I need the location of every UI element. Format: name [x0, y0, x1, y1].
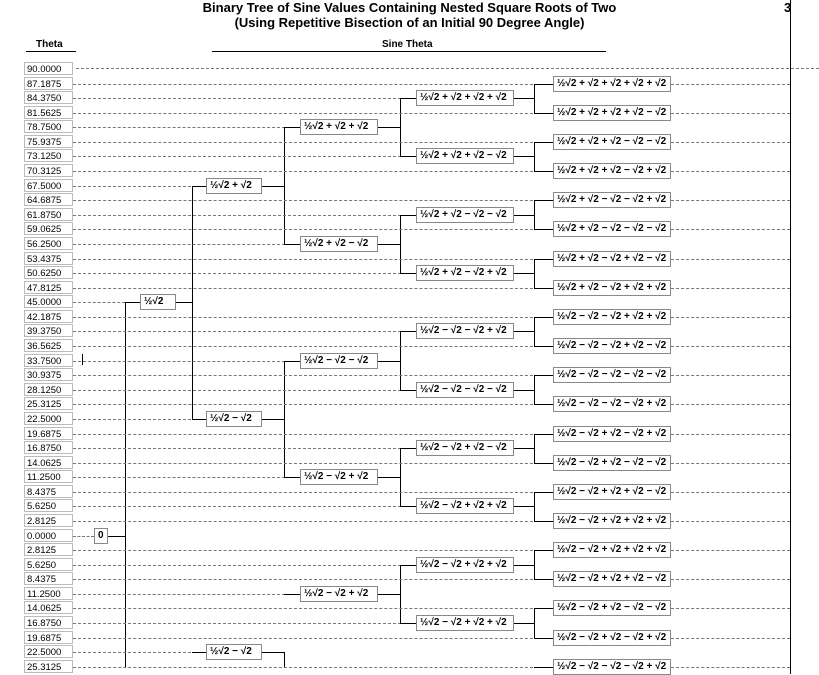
tree-leader [671, 579, 790, 580]
tree-branch [534, 84, 553, 85]
level5-node: ½√2 + √2 − √2 − √2 − √2 [553, 221, 671, 237]
tree-leader [73, 127, 300, 128]
tree-leader [73, 608, 553, 609]
theta-cell: 70.3125 [24, 164, 73, 177]
tree-leader [73, 273, 416, 274]
tree-branch [400, 331, 416, 332]
tree-leader [73, 594, 300, 595]
tree-branch [378, 127, 400, 128]
tree-branch [378, 477, 400, 478]
theta-cell: 16.8750 [24, 616, 73, 629]
level3-node: ½√2 − √2 − √2 [300, 353, 378, 369]
tree-leader [73, 550, 553, 551]
level1-node: ½√2 [140, 294, 176, 310]
tree-branch [534, 288, 553, 289]
tree-leader [73, 492, 553, 493]
level5-node: ½√2 − √2 + √2 + √2 − √2 [553, 484, 671, 500]
tree-branch [514, 565, 534, 566]
tree-branch [400, 565, 416, 566]
theta-cell: 33.7500 [24, 354, 73, 367]
level3-node: ½√2 + √2 + √2 [300, 119, 378, 135]
theta-cell: 81.5625 [24, 106, 73, 119]
root-node: 0 [94, 528, 108, 544]
theta-cell: 59.0625 [24, 222, 73, 235]
tree-leader [73, 375, 553, 376]
tree-leader [73, 652, 206, 653]
tree-leader [73, 200, 553, 201]
level4-node: ½√2 − √2 − √2 − √2 [416, 382, 514, 398]
tree-leader [73, 506, 416, 507]
tree-branch [176, 302, 192, 303]
tree-branch [534, 667, 553, 668]
tree-leader [73, 404, 553, 405]
theta-cell: 84.3750 [24, 91, 73, 104]
tree-branch [378, 594, 400, 595]
title-line-1: Binary Tree of Sine Values Containing Nested Square Roots of Two [202, 0, 617, 15]
theta-cell: 50.6250 [24, 266, 73, 279]
tree-branch [108, 536, 125, 537]
level4-node: ½√2 − √2 + √2 − √2 [416, 440, 514, 456]
tree-leader [73, 331, 416, 332]
tree-branch [534, 317, 535, 346]
page-top-dashed-rule [76, 68, 819, 69]
theta-cell: 16.8750 [24, 441, 73, 454]
sine-theta-header: Sine Theta [382, 39, 433, 50]
theta-cell: 19.6875 [24, 631, 73, 644]
tree-branch [192, 419, 206, 420]
level5-node: ½√2 + √2 + √2 + √2 − √2 [553, 105, 671, 121]
theta-cell: 56.2500 [24, 237, 73, 250]
tree-branch [514, 156, 534, 157]
tree-leader [73, 113, 553, 114]
tree-branch [400, 390, 416, 391]
level5-node: ½√2 − √2 − √2 − √2 + √2 [553, 659, 671, 675]
tree-leader [671, 492, 790, 493]
tree-leader [73, 98, 416, 99]
tree-branch [534, 200, 535, 229]
level4-node: ½√2 + √2 − √2 − √2 [416, 207, 514, 223]
theta-cell: 0.0000 [24, 529, 73, 542]
tree-branch [400, 565, 401, 623]
tree-leader [73, 463, 553, 464]
level5-node: ½√2 − √2 − √2 + √2 − √2 [553, 338, 671, 354]
theta-cell: 39.3750 [24, 324, 73, 337]
theta-cell: 30.9375 [24, 368, 73, 381]
tree-branch [125, 302, 140, 303]
tree-branch [284, 361, 285, 478]
level4-node: ½√2 − √2 − √2 + √2 [416, 323, 514, 339]
level4-node: ½√2 + √2 + √2 − √2 [416, 148, 514, 164]
tree-branch [534, 434, 535, 463]
tree-branch [400, 448, 401, 506]
tree-leader [73, 186, 206, 187]
level5-node: ½√2 − √2 + √2 + √2 + √2 [553, 542, 671, 558]
tree-branch [192, 186, 206, 187]
tree-branch [514, 506, 534, 507]
theta-cell: 8.4375 [24, 572, 73, 585]
tree-branch [534, 550, 535, 579]
tree-leader [73, 521, 553, 522]
theta-header-underline [26, 51, 76, 52]
tree-leader [671, 434, 790, 435]
tree-branch [534, 492, 553, 493]
level3-node: ½√2 + √2 − √2 [300, 236, 378, 252]
page-number: 3 [784, 0, 792, 15]
tree-leader [671, 375, 790, 376]
tree-branch [534, 346, 553, 347]
title-line-2: (Using Repetitive Bisection of an Initial 90 Degree Angle) [234, 15, 585, 30]
level5-node: ½√2 − √2 − √2 − √2 − √2 [553, 367, 671, 383]
tree-branch [400, 331, 401, 389]
tree-branch [262, 652, 284, 653]
level5-node: ½√2 − √2 − √2 − √2 + √2 [553, 396, 671, 412]
theta-cell: 36.5625 [24, 339, 73, 352]
theta-cell: 25.3125 [24, 660, 73, 673]
level5-node: ½√2 + √2 + √2 − √2 − √2 [553, 134, 671, 150]
tree-branch [400, 156, 416, 157]
tree-leader [671, 317, 790, 318]
tree-branch [514, 331, 534, 332]
tree-branch [534, 608, 535, 637]
tree-branch [534, 142, 535, 171]
theta-cell: 8.4375 [24, 485, 73, 498]
level5-node: ½√2 + √2 − √2 − √2 + √2 [553, 192, 671, 208]
theta-cell: 22.5000 [24, 645, 73, 658]
tree-leader [73, 259, 553, 260]
level5-node: ½√2 + √2 + √2 − √2 + √2 [553, 163, 671, 179]
theta-cell: 5.6250 [24, 499, 73, 512]
theta-cell: 2.8125 [24, 543, 73, 556]
tree-branch [400, 98, 401, 156]
tree-branch [284, 594, 300, 595]
tree-branch [534, 492, 535, 521]
tree-leader [73, 288, 553, 289]
level2-node: ½√2 − √2 [206, 411, 262, 427]
tree-branch [514, 98, 534, 99]
level4-node: ½√2 + √2 − √2 + √2 [416, 265, 514, 281]
tree-leader [73, 156, 416, 157]
tree-branch [400, 506, 416, 507]
tree-leader [73, 390, 416, 391]
tree-leader [73, 346, 553, 347]
theta-cell: 42.1875 [24, 310, 73, 323]
theta-cell: 90.0000 [24, 62, 73, 75]
tree-leader [671, 142, 790, 143]
tree-branch [534, 84, 535, 113]
level5-node: ½√2 − √2 + √2 + √2 + √2 [553, 513, 671, 529]
tree-branch [534, 317, 553, 318]
level5-node: ½√2 − √2 + √2 − √2 + √2 [553, 630, 671, 646]
tree-leader [671, 463, 790, 464]
tree-leader [73, 419, 206, 420]
theta-cell: 64.6875 [24, 193, 73, 206]
level5-node: ½√2 + √2 − √2 + √2 − √2 [553, 251, 671, 267]
theta-cell: 61.8750 [24, 208, 73, 221]
tree-branch [534, 171, 553, 172]
tree-branch [400, 273, 416, 274]
theta-cell: 73.1250 [24, 149, 73, 162]
tree-branch [534, 579, 553, 580]
tree-branch [400, 623, 416, 624]
tree-branch [284, 361, 300, 362]
tree-leader [73, 477, 300, 478]
theta-cell: 14.0625 [24, 601, 73, 614]
theta-cell: 11.2500 [24, 587, 73, 600]
tree-branch [514, 215, 534, 216]
tree-branch [534, 434, 553, 435]
tree-leader [73, 623, 416, 624]
tree-branch [534, 550, 553, 551]
tree-leader [671, 667, 790, 668]
theta-cell: 19.6875 [24, 427, 73, 440]
level5-node: ½√2 − √2 + √2 + √2 − √2 [553, 571, 671, 587]
tree-branch [534, 521, 553, 522]
tree-leader [671, 171, 790, 172]
level5-node: ½√2 − √2 + √2 − √2 + √2 [553, 426, 671, 442]
tree-leader [671, 404, 790, 405]
tree-leader [73, 536, 94, 537]
tree-leader [73, 361, 300, 362]
tree-branch [400, 448, 416, 449]
tree-branch [534, 200, 553, 201]
level5-node: ½√2 − √2 + √2 − √2 − √2 [553, 455, 671, 471]
tree-leader [73, 667, 553, 668]
theta-cell: 53.4375 [24, 252, 73, 265]
tree-branch [378, 244, 400, 245]
tree-branch [262, 186, 284, 187]
theta-cell: 28.1250 [24, 383, 73, 396]
tree-leader [73, 142, 553, 143]
tree-leader [671, 113, 790, 114]
theta-cell: 25.3125 [24, 397, 73, 410]
tree-leader [671, 288, 790, 289]
tree-leader [671, 346, 790, 347]
tree-branch [514, 390, 534, 391]
level3-node: ½√2 − √2 + √2 [300, 469, 378, 485]
level5-node: ½√2 − √2 − √2 + √2 + √2 [553, 309, 671, 325]
tree-leader [671, 521, 790, 522]
level5-node: ½√2 + √2 + √2 + √2 + √2 [553, 76, 671, 92]
tree-branch [534, 638, 553, 639]
tree-leader [73, 84, 553, 85]
level2-node: ½√2 + √2 [206, 178, 262, 194]
level4-node: ½√2 − √2 + √2 + √2 [416, 498, 514, 514]
tree-branch [534, 113, 553, 114]
tree-branch [534, 142, 553, 143]
tree-branch [125, 302, 126, 667]
tree-leader [73, 638, 553, 639]
tree-branch [534, 375, 535, 404]
tree-leader [73, 171, 553, 172]
tree-leader [671, 608, 790, 609]
tree-leader [73, 215, 416, 216]
tree-branch [534, 259, 553, 260]
level4-node: ½√2 + √2 + √2 + √2 [416, 90, 514, 106]
tree-branch [514, 448, 534, 449]
level2-node: ½√2 − √2 [206, 644, 262, 660]
theta-cell: 78.7500 [24, 120, 73, 133]
text-cursor [82, 354, 83, 365]
tree-leader [671, 550, 790, 551]
tree-leader [671, 200, 790, 201]
theta-cell: 14.0625 [24, 456, 73, 469]
tree-branch [514, 623, 534, 624]
tree-leader [73, 565, 416, 566]
tree-branch [262, 419, 284, 420]
tree-leader [671, 84, 790, 85]
tree-branch [534, 463, 553, 464]
tree-leader [73, 229, 553, 230]
tree-branch [284, 127, 300, 128]
tree-leader [73, 244, 300, 245]
tree-branch [192, 652, 206, 653]
tree-branch [400, 98, 416, 99]
tree-branch [284, 127, 285, 244]
theta-cell: 47.8125 [24, 281, 73, 294]
tree-leader [671, 229, 790, 230]
tree-branch [534, 229, 553, 230]
tree-branch [284, 477, 300, 478]
tree-branch [192, 186, 193, 419]
theta-cell: 75.9375 [24, 135, 73, 148]
theta-cell: 22.5000 [24, 412, 73, 425]
page-right-border [790, 0, 791, 674]
tree-leader [671, 638, 790, 639]
tree-leader [73, 317, 553, 318]
level4-node: ½√2 − √2 + √2 + √2 [416, 615, 514, 631]
tree-leader [73, 579, 553, 580]
tree-leader [73, 448, 416, 449]
tree-branch [378, 361, 400, 362]
level4-node: ½√2 − √2 + √2 + √2 [416, 557, 514, 573]
theta-cell: 11.2500 [24, 470, 73, 483]
theta-cell: 2.8125 [24, 514, 73, 527]
theta-cell: 5.6250 [24, 558, 73, 571]
tree-leader [73, 434, 553, 435]
theta-cell: 45.0000 [24, 295, 73, 308]
theta-header: Theta [36, 39, 63, 50]
theta-cell: 87.1875 [24, 77, 73, 90]
tree-branch [400, 215, 416, 216]
tree-branch [284, 244, 300, 245]
level5-node: ½√2 − √2 + √2 − √2 − √2 [553, 600, 671, 616]
tree-branch [514, 273, 534, 274]
tree-branch [534, 259, 535, 288]
tree-leader [671, 259, 790, 260]
level5-node: ½√2 + √2 − √2 + √2 + √2 [553, 280, 671, 296]
tree-branch [534, 608, 553, 609]
theta-cell: 67.5000 [24, 179, 73, 192]
level3-node: ½√2 − √2 + √2 [300, 586, 378, 602]
sine-header-underline [212, 51, 606, 52]
tree-branch [534, 404, 553, 405]
tree-branch [400, 215, 401, 273]
tree-branch [284, 652, 285, 667]
tree-branch [534, 375, 553, 376]
